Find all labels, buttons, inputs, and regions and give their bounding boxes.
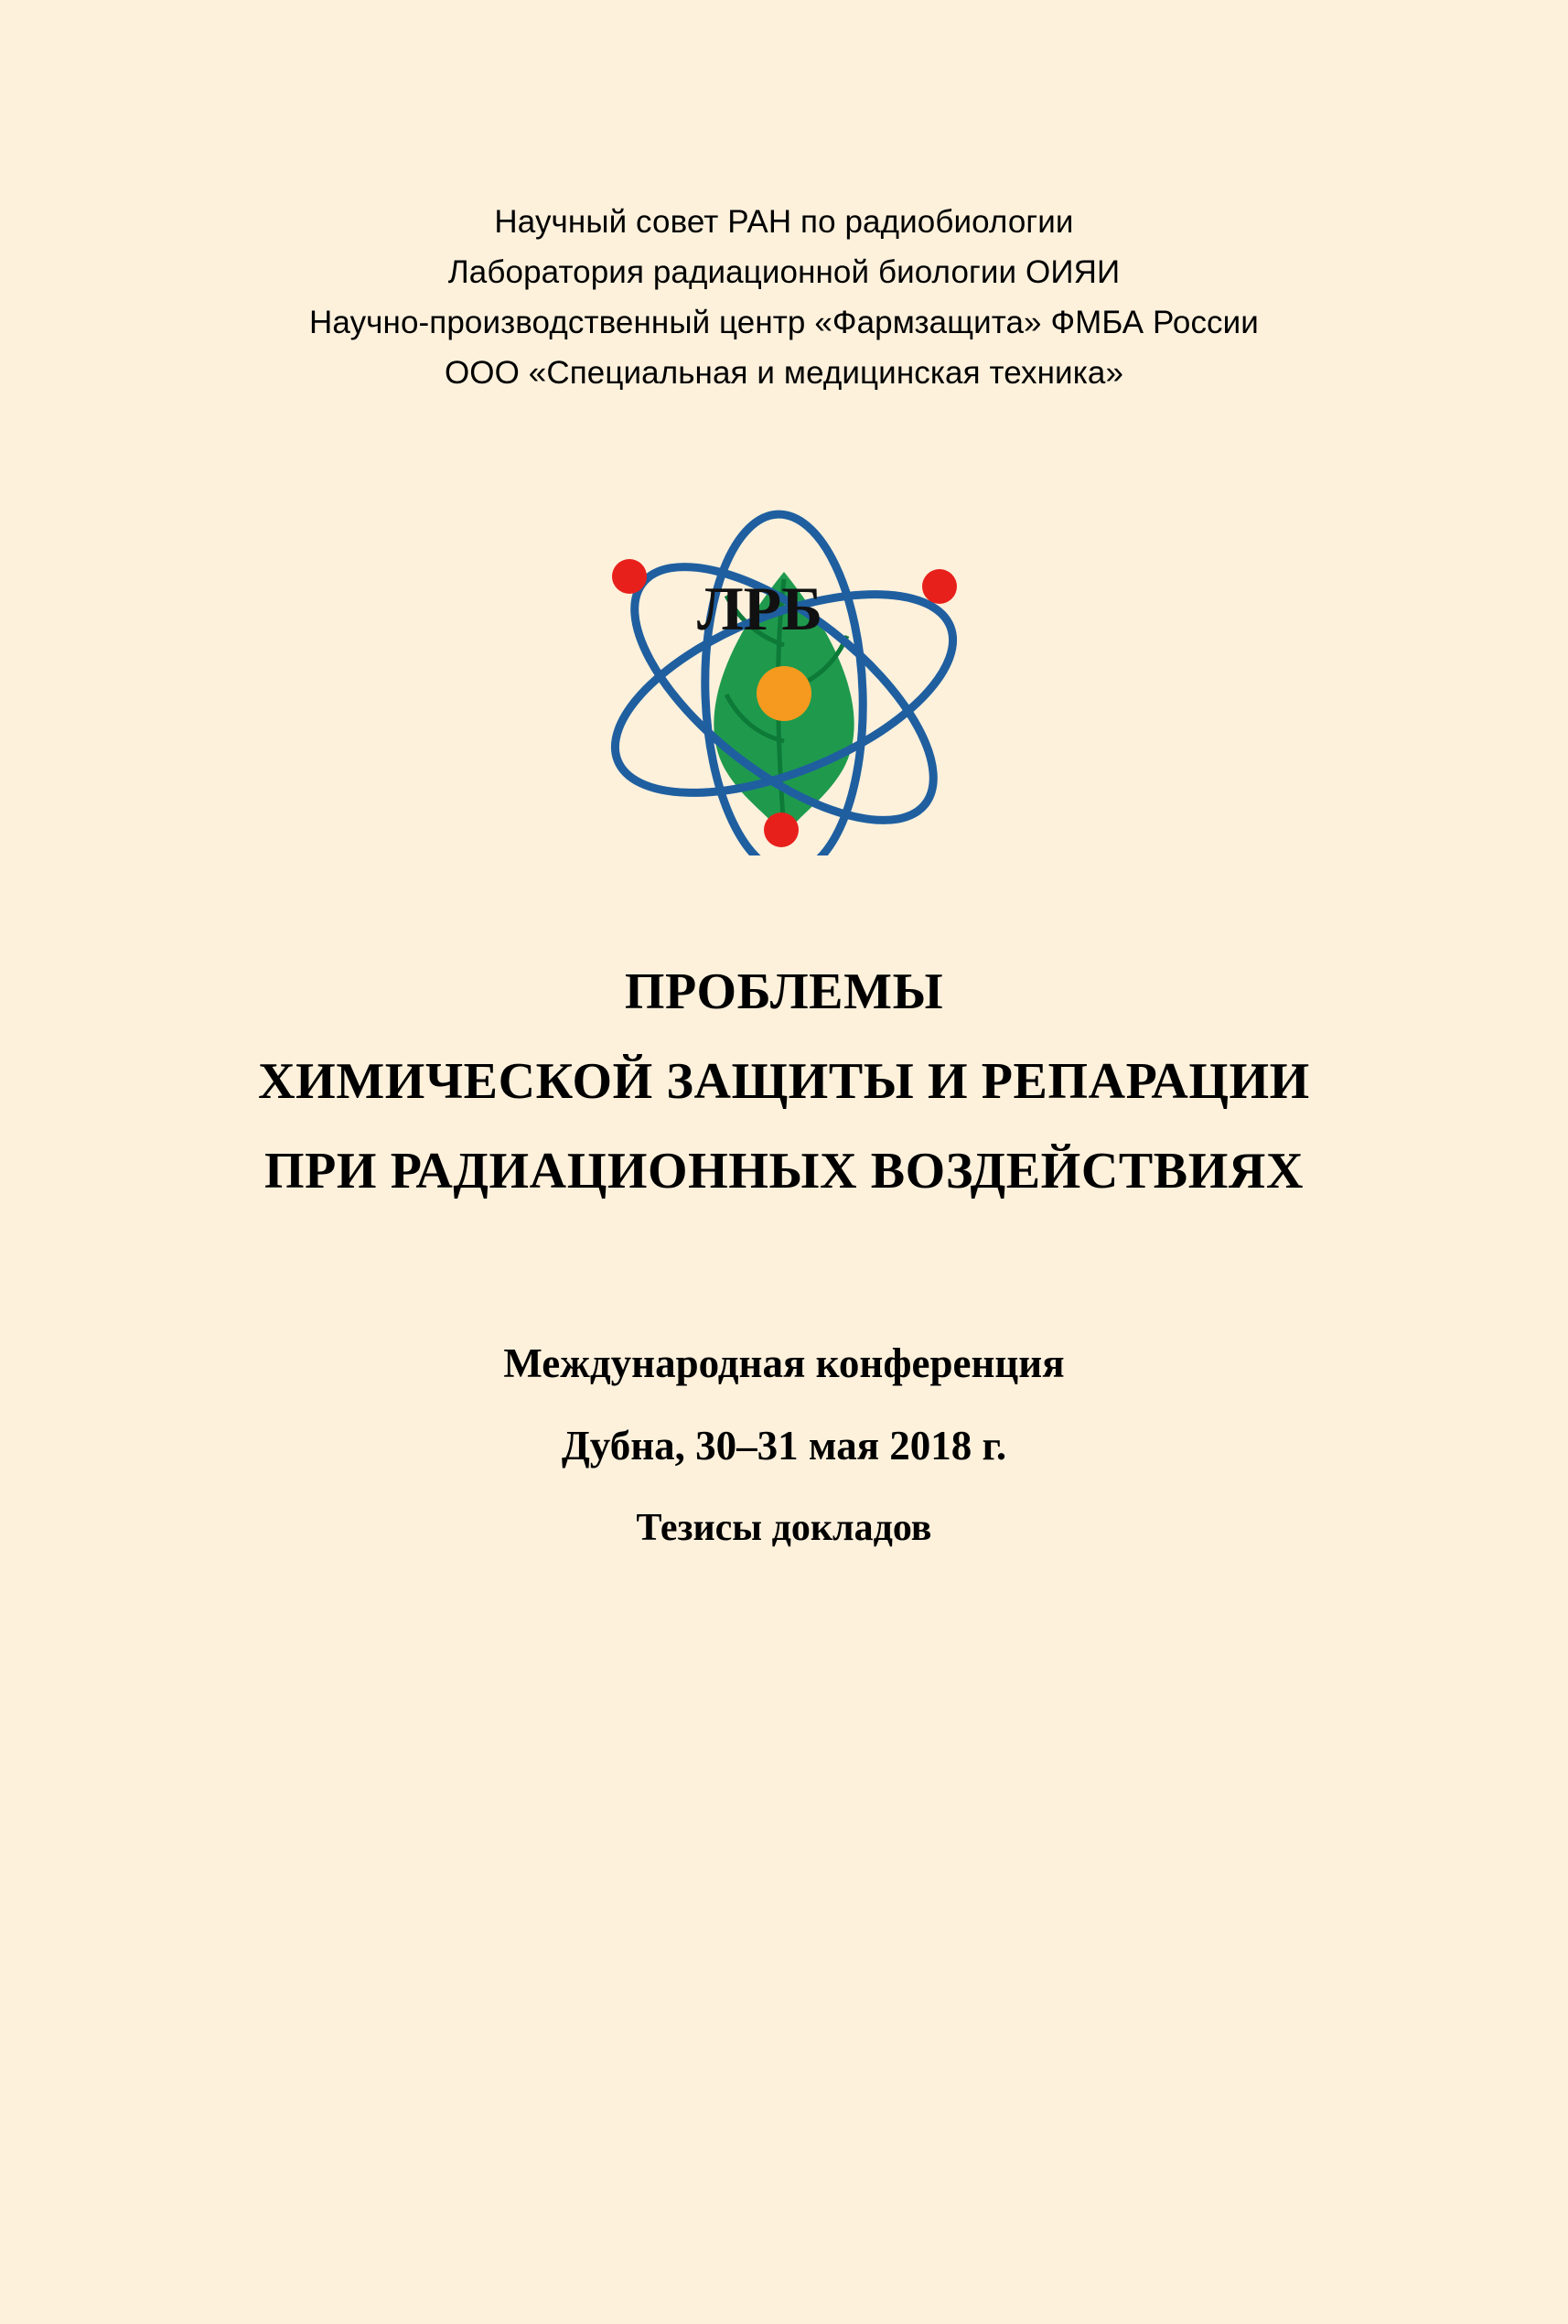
conference-place-date: Дубна, 30–31 мая 2018 г.: [561, 1423, 1007, 1469]
cover-title-block: [0, 947, 1568, 1216]
emblem-label: ЛРБ: [697, 574, 823, 643]
title-line-1: ПРОБЛЕМЫ: [624, 963, 944, 1020]
organizers-block: [0, 197, 1568, 398]
atom-leaf-emblem-icon: [569, 508, 999, 855]
conference-info-block: [0, 1322, 1568, 1569]
organizer-line-4: ООО «Специальная и медицинская техника»: [444, 355, 1124, 391]
nucleus-circle: [757, 666, 811, 721]
title-line-3: ПРИ РАДИАЦИОННЫХ ВОЗДЕЙСТВИЯХ: [263, 1143, 1305, 1200]
emblem-container: [0, 508, 1568, 860]
conference-kind: Международная конференция: [503, 1340, 1065, 1386]
organizer-line-3: Научно-производственный центр «Фармзащита» ФМБА России: [309, 305, 1259, 340]
organizer-line-2: Лаборатория радиационной биологии ОИЯИ: [447, 254, 1121, 290]
organizer-line-1: Научный совет РАН по радиобиологии: [494, 204, 1074, 240]
title-line-2: ХИМИЧЕСКОЙ ЗАЩИТЫ И РЕПАРАЦИИ: [258, 1053, 1310, 1110]
document-type: Тезисы докладов: [636, 1507, 932, 1549]
